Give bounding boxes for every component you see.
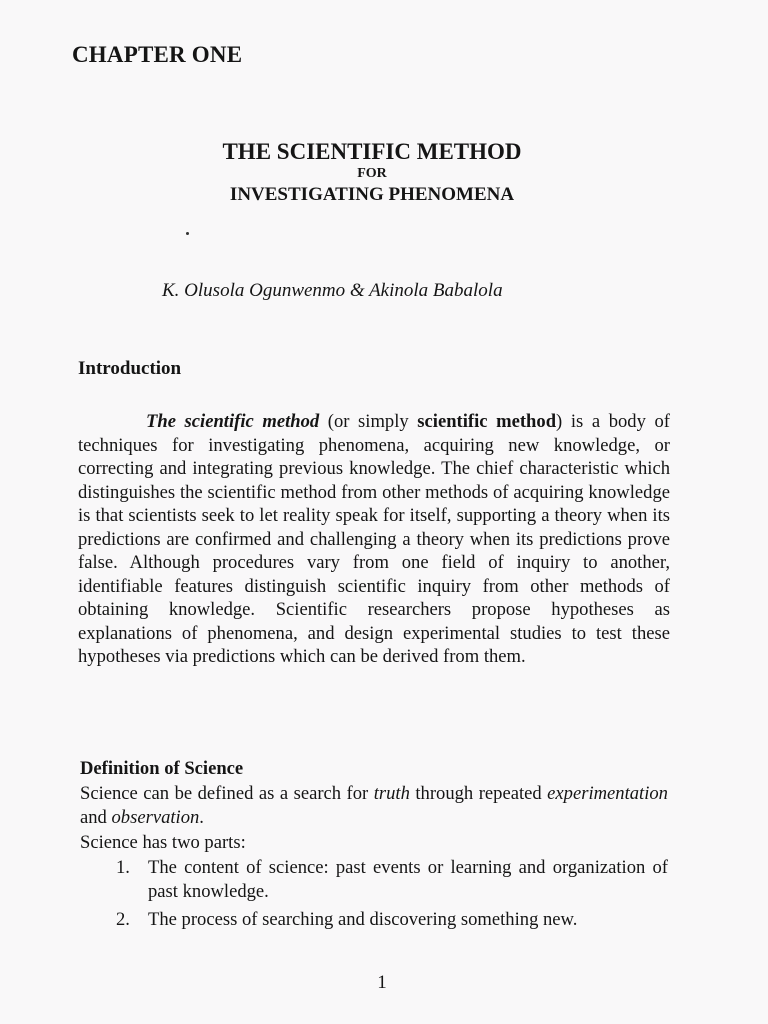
introduction-paragraph	[78, 410, 670, 669]
title-main: THE SCIENTIFIC METHOD	[222, 139, 522, 164]
def-observation: observation	[111, 807, 200, 828]
title-for: FOR	[357, 166, 387, 181]
def-text-1: Science can be defined as a search for	[80, 783, 374, 804]
list-item-number: 1.	[116, 857, 130, 878]
authors-line: K. Olusola Ogunwenmo & Akinola Babalola	[162, 280, 503, 301]
definition-paragraph	[80, 782, 668, 830]
list-item-number: 2.	[116, 909, 130, 930]
list-item-text: The content of science: past events or learning and organization of past knowledge.	[148, 857, 668, 902]
term-italic: The scientific method	[146, 411, 320, 432]
list-item	[112, 856, 668, 904]
science-parts-list	[112, 856, 668, 936]
parts-intro: Science has two parts:	[80, 832, 246, 853]
paragraph-body: ) is a body of techniques for investigating phenomena, acquiring new knowledge, or correcting and integrating previous knowledge. The chief characteristic which distinguishes the scientific method from other methods of acquiring knowledge is that scientists seek to let reality speak for itself, supporting a theory when its predictions are confirmed and challenging a theory when its predictions prove false. Although procedures vary from one field of inquiry to another, identifiable features distinguish scientific inquiry from other methods of obtaining knowledge. Scientific researchers propose hypotheses as explanations of phenomena, and design experimental studies to test these hypotheses via predictions which can be derived from them.	[78, 411, 670, 667]
title-sub: INVESTIGATING PHENOMENA	[229, 184, 515, 205]
page-number: 1	[377, 972, 387, 993]
def-experimentation: experimentation	[547, 783, 668, 804]
def-end: .	[199, 807, 204, 828]
chapter-label: CHAPTER ONE	[72, 42, 243, 67]
def-and: and	[80, 807, 112, 828]
def-truth: truth	[373, 783, 410, 804]
list-item-text: The process of searching and discovering something new.	[148, 909, 578, 930]
def-text-2: through repeated	[409, 783, 548, 804]
list-item	[112, 908, 668, 932]
term-bold: scientific method	[417, 411, 557, 432]
definition-heading: Definition of Science	[80, 758, 244, 779]
stray-mark	[186, 232, 189, 235]
introduction-heading: Introduction	[78, 358, 182, 379]
chapter-title	[0, 138, 744, 208]
term-open: (or simply	[319, 411, 418, 432]
